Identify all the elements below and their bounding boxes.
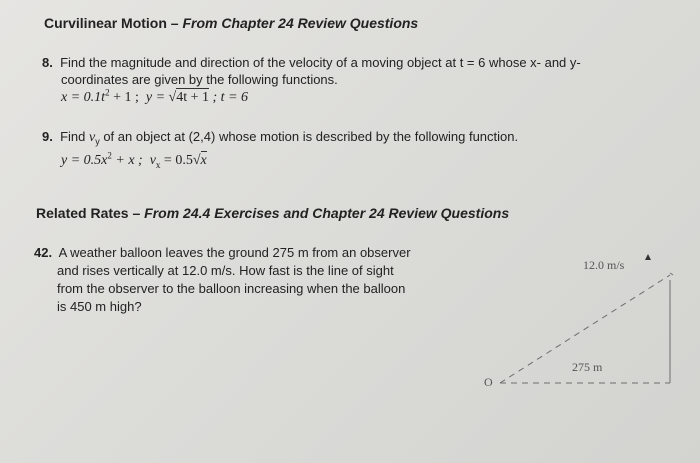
balloon-diagram — [470, 240, 690, 400]
section-subtitle: From 24.4 Exercises and Chapter 24 Review Questions — [144, 205, 510, 221]
section-subtitle: From Chapter 24 Review Questions — [182, 15, 419, 31]
rate-label: 12.0 m/s — [583, 258, 625, 272]
observer-label: O — [484, 375, 493, 389]
question-text-continued: coordinates are given by the following functions. — [61, 72, 338, 87]
section-title: Curvilinear Motion — [44, 15, 167, 31]
equation-line: $x = 0.1t^2 + 1$ ; y = √4t + 1 ; t = 6 — [61, 87, 249, 105]
distance-label: 275 m — [572, 360, 603, 374]
question-text: Find the magnitude and direction of the velocity of a moving object at t = 6 whose x- and y- — [60, 55, 581, 70]
question-number: 42. — [34, 245, 53, 260]
section-title: Related Rates — [36, 205, 129, 221]
arrow-up-icon — [645, 254, 651, 260]
equation-line: $y = 0.5x^2 + x$ ; $v_x = 0.5√x$ — [61, 149, 207, 170]
section-header-curvilinear-motion: Curvilinear Motion – From Chapter 24 Review Questions — [44, 15, 419, 31]
question-9: 9. Find $v_y$ of an object at (2,4) whose motion is described by the following function. $y = 0.5x^2 + x$ ; $v_x = 0.5√x$ — [42, 128, 518, 173]
section-header-related-rates: Related Rates – From 24.4 Exercises and Chapter 24 Review Questions — [36, 205, 510, 221]
question-42: 42. A weather balloon leaves the ground 275 m from an observer and rises vertically at 12.0 m/s. How fast is the line of sight from the observer to the balloon increasing when the balloon is 450 m high? — [34, 245, 411, 314]
balloon-mark — [670, 273, 673, 275]
question-8 — [42, 54, 581, 106]
question-number: 8. — [42, 55, 53, 70]
question-number: 9. — [42, 129, 53, 144]
